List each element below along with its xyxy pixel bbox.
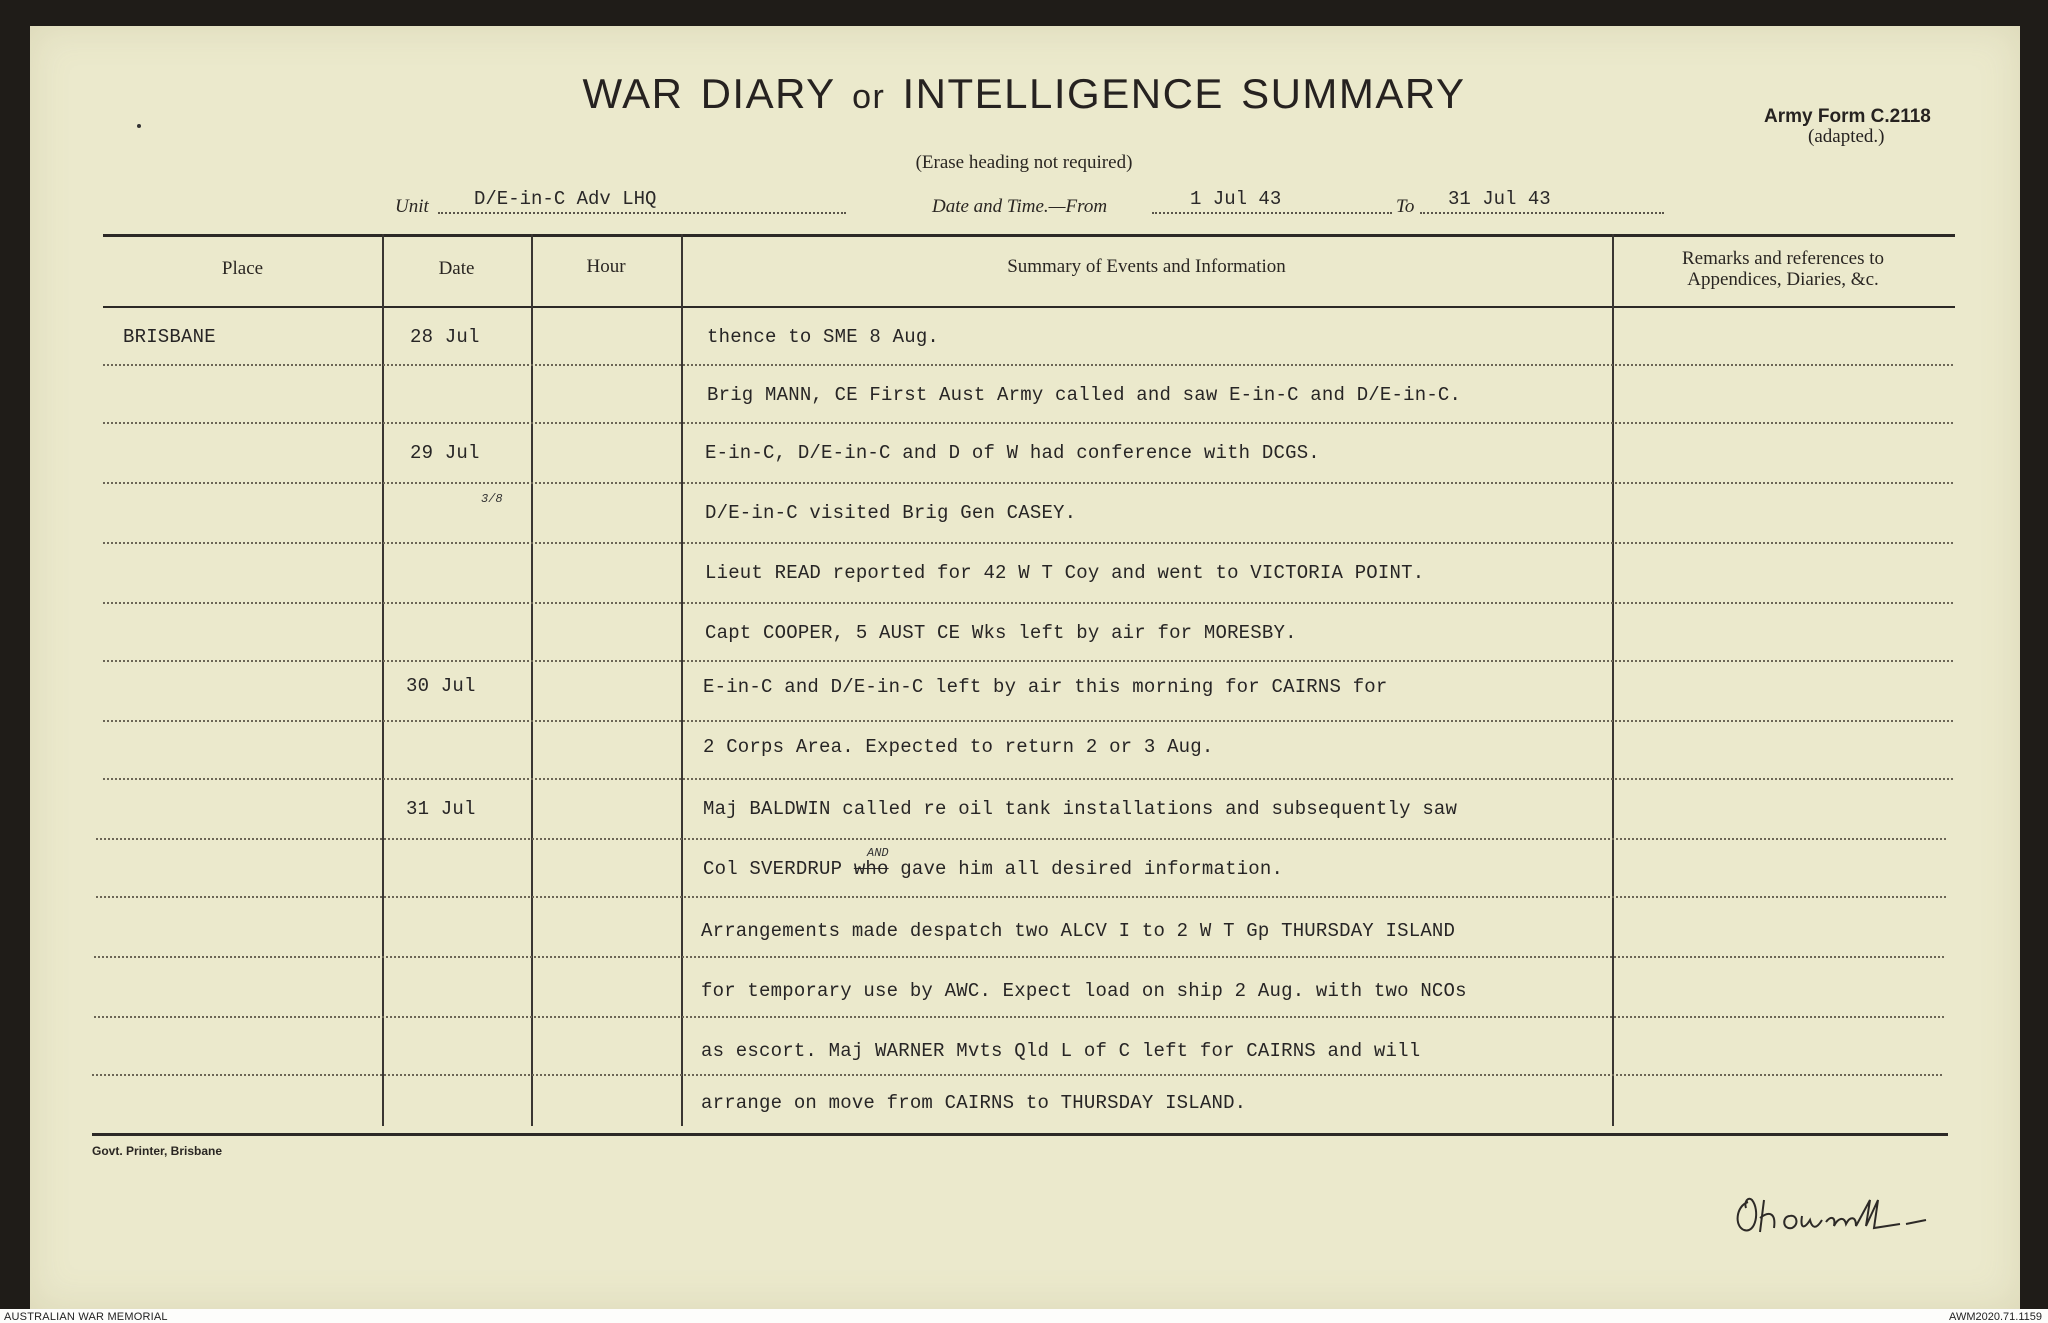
row1-date: 28 Jul [410,326,480,348]
header-place: Place [221,258,264,279]
date-annotation: 3/8 [481,492,503,506]
header-remarks-line1: Remarks and references to [1681,248,1885,269]
row8-summary: 2 Corps Area. Expected to return 2 or 3 Aug. [703,736,1214,758]
stray-mark [137,124,141,128]
table-header-rule [103,306,1955,308]
unit-line [438,212,846,214]
date-from-value: 1 Jul 43 [1190,188,1282,210]
header-remarks [1612,248,1954,290]
date-to-value: 31 Jul 43 [1448,188,1551,210]
row-separator [103,778,1953,780]
row-separator [94,956,1944,958]
header-summary: Summary of Events and Information [1007,256,1286,277]
row7-date: 30 Jul [406,675,476,697]
to-label: To [1396,196,1415,217]
row-separator [103,720,1953,722]
row-separator [103,542,1953,544]
row10-struck-word: who [853,858,889,880]
row11-summary: Arrangements made despatch two ALCV I to 2 W T Gp THURSDAY ISLAND [701,920,1456,942]
handwritten-insert: AND [867,846,889,860]
row3-date: 29 Jul [410,442,480,464]
date-from-line [1152,212,1392,214]
row-separator [94,1016,1944,1018]
row9-summary: Maj BALDWIN called re oil tank installations and subsequently saw [703,798,1458,820]
row4-summary: D/E-in-C visited Brig Gen CASEY. [705,502,1077,524]
header-date: Date [438,258,475,279]
row-separator [103,660,1953,662]
row1-place: BRISBANE [123,326,216,348]
table-bottom-rule [92,1133,1948,1136]
army-form-number: Army Form C.2118 [1764,106,1931,127]
row10-summary [703,858,1283,880]
row-separator [103,364,1953,366]
col-divider-summary [1612,234,1614,1126]
row-separator [103,422,1953,424]
row9-date: 31 Jul [406,798,476,820]
row10-text-a: Col SVERDRUP [703,858,854,880]
signature [1730,1180,1970,1250]
printer-imprint: Govt. Printer, Brisbane [92,1144,223,1158]
row2-summary: Brig MANN, CE First Aust Army called and saw E-in-C and D/E-in-C. [707,384,1462,406]
row-separator [96,896,1946,898]
document-title [0,70,2048,118]
title-intelligence-summary: INTELLIGENCE SUMMARY [902,70,1466,117]
subtitle: (Erase heading not required) [915,152,1133,173]
title-war-diary: WAR DIARY [582,70,835,117]
header-hour: Hour [586,256,626,277]
row3-summary: E-in-C, D/E-in-C and D of W had conference with DCGS. [705,442,1320,464]
archive-credit: AUSTRALIAN WAR MEMORIAL [4,1311,168,1323]
unit-value: D/E-in-C Adv LHQ [474,188,657,210]
date-label: Date and Time.—From [932,196,1108,217]
archive-reference: AWM2020.71.1159 [1949,1311,2042,1323]
col-divider-hour [681,234,683,1126]
row12-summary: for temporary use by AWC. Expect load on ship 2 Aug. with two NCOs [701,980,1467,1002]
row10-text-b: gave him all desired information. [888,858,1284,880]
army-form-adapted: (adapted.) [1808,126,1885,147]
document-sheet [30,26,2020,1309]
row-separator [92,1074,1942,1076]
row14-summary: arrange on move from CAIRNS to THURSDAY ISLAND. [701,1092,1247,1114]
unit-label: Unit [395,196,429,217]
date-to-line [1420,212,1664,214]
row1-summary: thence to SME 8 Aug. [707,326,940,348]
row13-summary: as escort. Maj WARNER Mvts Qld L of C left for CAIRNS and will [701,1040,1421,1062]
table-top-rule [103,234,1955,237]
row7-summary: E-in-C and D/E-in-C left by air this morning for CAIRNS for [703,676,1388,698]
header-remarks-line2: Appendices, Diaries, &c. [1687,269,1879,290]
row-separator [103,482,1953,484]
row-separator [96,838,1946,840]
col-divider-place [382,234,384,1126]
col-divider-date [531,234,533,1126]
row6-summary: Capt COOPER, 5 AUST CE Wks left by air for MORESBY. [705,622,1297,644]
row5-summary: Lieut READ reported for 42 W T Coy and went to VICTORIA POINT. [705,562,1425,584]
row-separator [103,602,1953,604]
title-or: or [852,78,886,116]
